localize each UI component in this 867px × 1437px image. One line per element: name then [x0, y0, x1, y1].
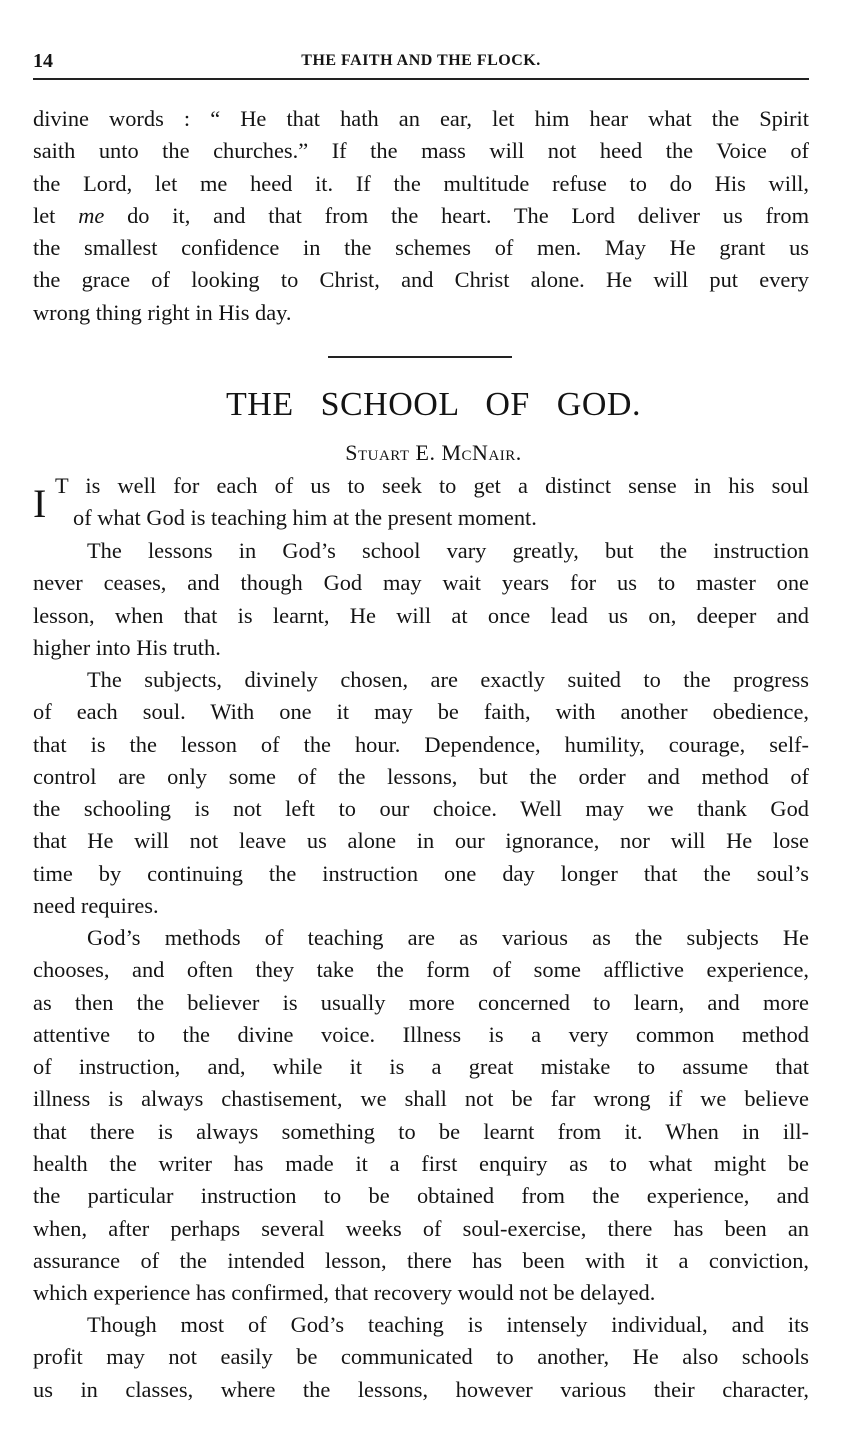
text-line: time by continuing the instruction one day longer that the soul’s: [33, 860, 809, 886]
text-line: that He will not leave us alone in our ignorance, nor will He lose: [33, 828, 809, 854]
text-line: when, after perhaps several weeks of soul-exercise, there has been an: [33, 1215, 809, 1241]
text-line: the particular instruction to be obtained from the experience, and: [33, 1183, 809, 1209]
text-line: divine words : “ He that hath an ear, let him hear what the Spirit: [33, 106, 809, 131]
text-line: [33, 200, 809, 232]
text-line: never ceases, and though God may wait years for us to master one: [33, 570, 809, 596]
text-line: us in classes, where the lessons, however various their character,: [33, 1376, 809, 1402]
text-line: Though most of God’s teaching is intensely individual, and its: [87, 1312, 809, 1337]
article-title: THE SCHOOL OF GOD.: [226, 386, 641, 423]
continuation-paragraph: [33, 103, 809, 329]
text-line: The lessons in God’s school vary greatly, but the instruction: [87, 538, 809, 563]
emphasis: me: [78, 202, 105, 228]
paragraph-2: [33, 535, 809, 664]
text-line: as then the believer is usually more concerned to learn, and more: [33, 989, 809, 1015]
text-line: the schooling is not left to our choice. Well may we thank God: [33, 796, 809, 822]
text-line: higher into His truth.: [33, 634, 221, 660]
text-line: that is the lesson of the hour. Dependence, humility, courage, self-: [33, 731, 809, 757]
text-line: of each soul. With one it may be faith, with another obedience,: [33, 699, 809, 725]
text-line: health the writer has made it a first enquiry as to what might be: [33, 1151, 809, 1177]
text-line: The subjects, divinely chosen, are exactly suited to the progress: [87, 667, 809, 692]
text-line: need requires.: [33, 893, 159, 919]
paragraph-4: [33, 922, 809, 1310]
paragraph-3: [33, 664, 809, 922]
text-line: profit may not easily be communicated to another, He also schools: [33, 1344, 809, 1370]
text-line: T is well for each of us to seek to get a distinct sense in his soul: [55, 473, 809, 498]
text-line: the grace of looking to Christ, and Christ alone. He will put every: [33, 267, 809, 293]
text-line: the Lord, let me heed it. If the multitude refuse to do His will,: [33, 170, 809, 196]
article-author: Stuart E. McNair.: [345, 440, 522, 465]
header-rule: [33, 78, 809, 80]
text-line: saith unto the churches.” If the mass will not heed the Voice of: [33, 138, 809, 164]
text-line: of instruction, and, while it is a great mistake to assume that: [33, 1054, 809, 1080]
text-line: control are only some of the lessons, but the order and method of: [33, 763, 809, 789]
line-start: let: [33, 202, 79, 228]
section-separator: [328, 356, 512, 358]
text-line: lesson, when that is learnt, He will at once lead us on, deeper and: [33, 602, 809, 628]
paragraph-1: [33, 470, 809, 535]
text-line: wrong thing right in His day.: [33, 299, 292, 325]
drop-cap: I: [33, 481, 47, 526]
text-line: which experience has confirmed, that recovery would not be delayed.: [33, 1280, 656, 1306]
text-line: illness is always chastisement, we shall not be far wrong if we believe: [33, 1086, 809, 1112]
line-rest: do it, and that from the heart. The Lord deliver us from: [104, 202, 809, 228]
running-title: THE FAITH AND THE FLOCK.: [301, 52, 541, 69]
page-number: 14: [33, 50, 53, 72]
text-line: assurance of the intended lesson, there has been with it a conviction,: [33, 1247, 809, 1273]
text-line: that there is always something to be learnt from it. When in ill-: [33, 1118, 809, 1144]
text-line: chooses, and often they take the form of some afflictive experience,: [33, 957, 809, 983]
text-line: of what God is teaching him at the present moment.: [73, 505, 537, 531]
text-line: the smallest confidence in the schemes of men. May He grant us: [33, 235, 809, 261]
paragraph-5: [33, 1309, 809, 1406]
running-header: [33, 44, 809, 80]
text-line: attentive to the divine voice. Illness is a very common method: [33, 1021, 809, 1047]
text-line: God’s methods of teaching are as various as the subjects He: [87, 925, 809, 950]
